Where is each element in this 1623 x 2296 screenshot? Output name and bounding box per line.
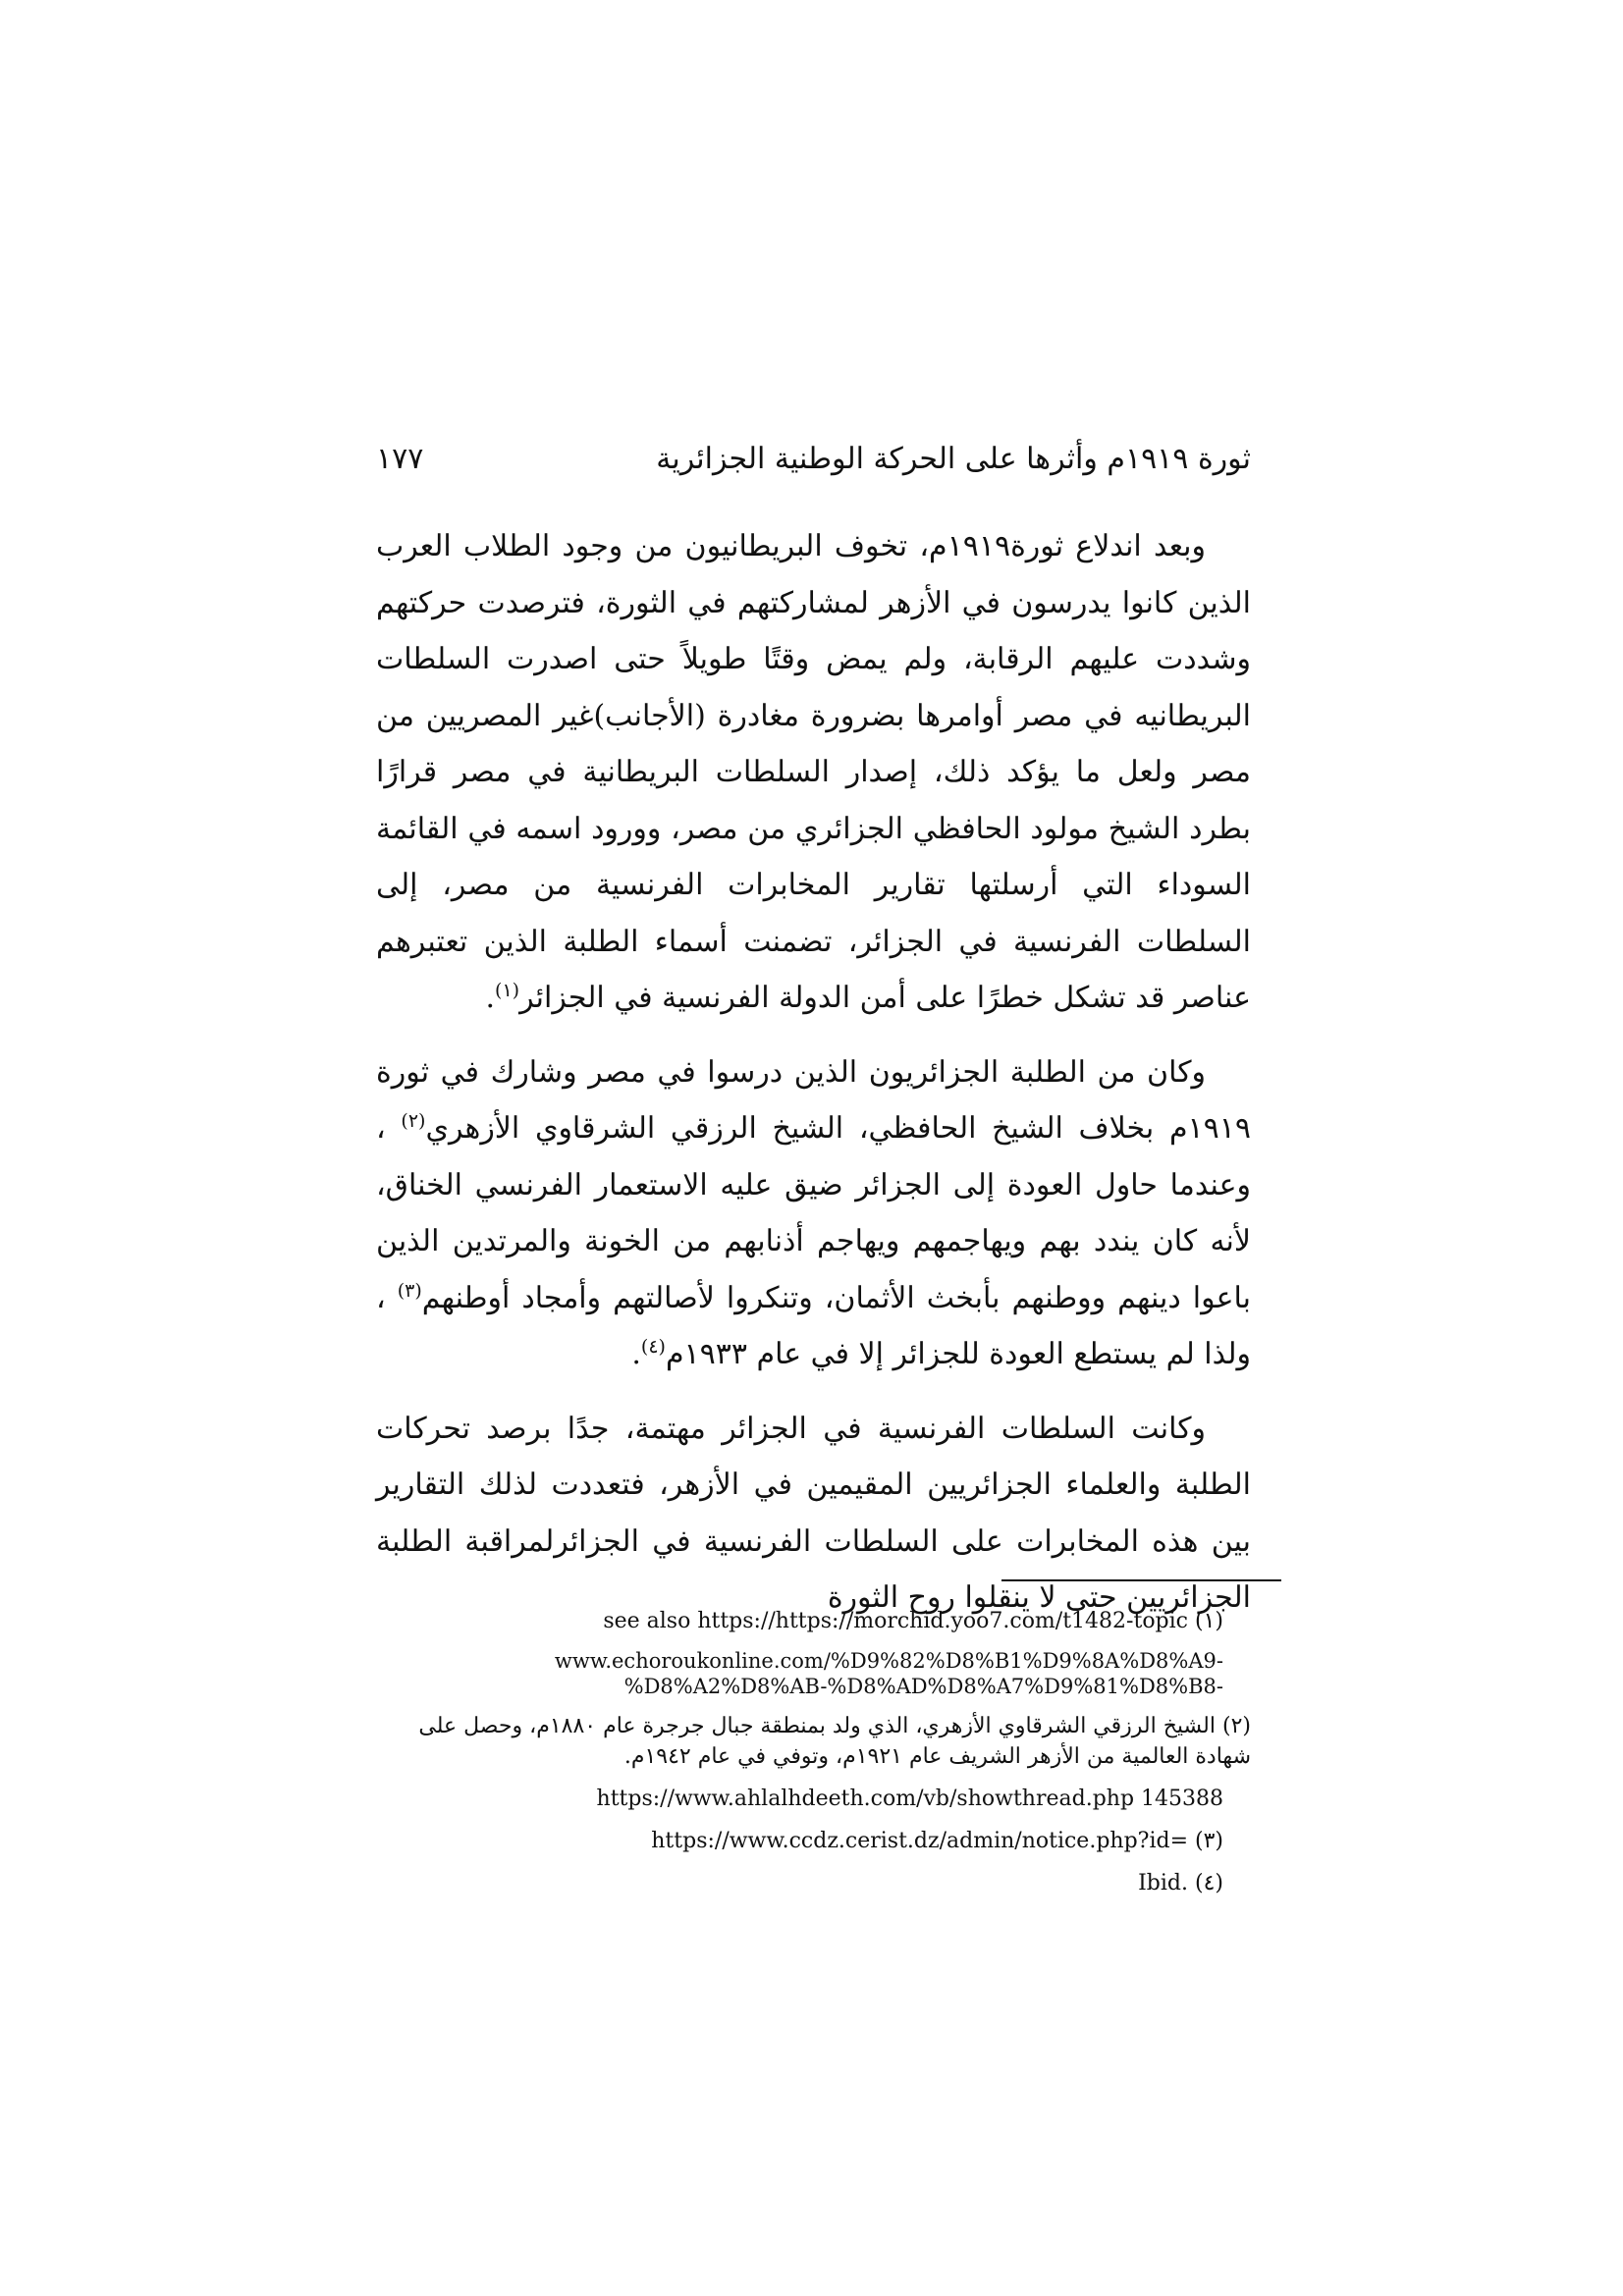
footnote-2-url: https://www.ahlalhdeeth.com/vb/showthread.php 145388 bbox=[596, 1787, 1223, 1811]
paragraph-text: ، ولذا لم يستطع العودة للجزائر إلا في عام ١٩٣٣م bbox=[376, 1280, 1251, 1371]
footnote-4: Ibid. (٤) bbox=[1138, 1871, 1223, 1896]
paragraph-2 bbox=[376, 1044, 1251, 1383]
footnotes bbox=[376, 1606, 1251, 1910]
page-number: ١٧٧ bbox=[376, 442, 424, 476]
footnote-url-line: %D8%A2%D8%AB-%D8%AD%D8%A7%D9%81%D8%B8- bbox=[623, 1675, 1223, 1698]
footnote-1-url bbox=[376, 1648, 1251, 1699]
footnote-ref-3: (٣) bbox=[397, 1279, 422, 1302]
paragraph-text: وكانت السلطات الفرنسية في الجزائر مهتمة، جدًا برصد تحركات الطلبة والعلماء الجزائريين المقيمين في الأزهر، فتعددت لذلك التقارير بين هذه المخابرات على السلطات الفرنسية في الجزائرلمراقبة الطلبة الجزائريين حتى لا ينقلوا روح الثورة bbox=[376, 1411, 1251, 1615]
paragraph-text: ، وعندما حاول العودة إلى الجزائر ضيق عليه الاستعمار الفرنسي الخناق، لأنه كان يندد بهم ويهاجمهم ويهاجم أذنابهم من الخونة والمرتدين الذين باعوا دينهم ووطنهم بأبخث الأثمان، وتنكروا لأصالتهم وأمجاد أوطنهم bbox=[376, 1111, 1251, 1315]
footnote-ref-1: (١) bbox=[495, 980, 520, 1001]
running-title: ثورة ١٩١٩م وأثرها على الحركة الوطنية الجزائرية bbox=[656, 442, 1251, 476]
footnote-url-line: www.echoroukonline.com/%D9%82%D8%B1%D9%8A%D8%A9- bbox=[554, 1649, 1223, 1673]
paragraph-text: وبعد اندلاع ثورة١٩١٩م، تخوف البريطانيون من وجود الطلاب العرب الذين كانوا يدرسون في الأزهر لمشاركتهم في الثورة، فترصدت حركتهم وشددت عليهم الرقابة، ولم يمض وقتًا طويلاً حتى اصدرت السلطات البريطانيه في مصر أوامرها بضرورة مغادرة (الأجانب)غير المصريين من مصر ولعل ما يؤكد ذلك، إصدار السلطات البريطانية في مصر قرارًا بطرد الشيخ مولود الحافظي الجزائري من مصر، وورود اسمه في القائمة السوداء التي أرسلتها تقارير المخابرات الفرنسية من مصر، إلى السلطات الفرنسية في الجزائر، تضمنت أسماء الطلبة الذين تعتبرهم عناصر قد تشكل خطرًا على أمن الدولة الفرنسية في الجزائر bbox=[376, 529, 1251, 1015]
footnote-ref-2: (٢) bbox=[401, 1110, 426, 1132]
paragraph-1 bbox=[376, 518, 1251, 1027]
paragraph-text: . bbox=[485, 981, 496, 1015]
footnote-3: https://www.ccdz.cerist.dz/admin/notice.php?id= (٣) bbox=[651, 1829, 1223, 1853]
footnote-1: see also https://https://morchid.yoo7.com/t1482-topic (١) bbox=[603, 1609, 1223, 1633]
footnote-2: (٢) الشيخ الرزقي الشرقاوي الأزهري، الذي ولد بمنطقة جبال جرجرة عام ١٨٨٠م، وحصل على شهادة العالمية من الأزهر الشريف عام ١٩٢١م، وتوفي في عام ١٩٤٢م. bbox=[418, 1714, 1251, 1769]
paragraph-text: وكان من الطلبة الجزائريون الذين درسوا في مصر وشارك في ثورة ١٩١٩م بخلاف الشيخ الحافظي، الشيخ الرزقي الشرقاوي الأزهري bbox=[376, 1054, 1251, 1146]
paragraph-text: . bbox=[631, 1337, 641, 1371]
running-header bbox=[376, 432, 1251, 491]
footnote-ref-4: (٤) bbox=[640, 1336, 666, 1358]
footnote-separator bbox=[1001, 1579, 1281, 1581]
paragraph-3 bbox=[376, 1401, 1251, 1627]
body-text bbox=[376, 518, 1251, 1644]
